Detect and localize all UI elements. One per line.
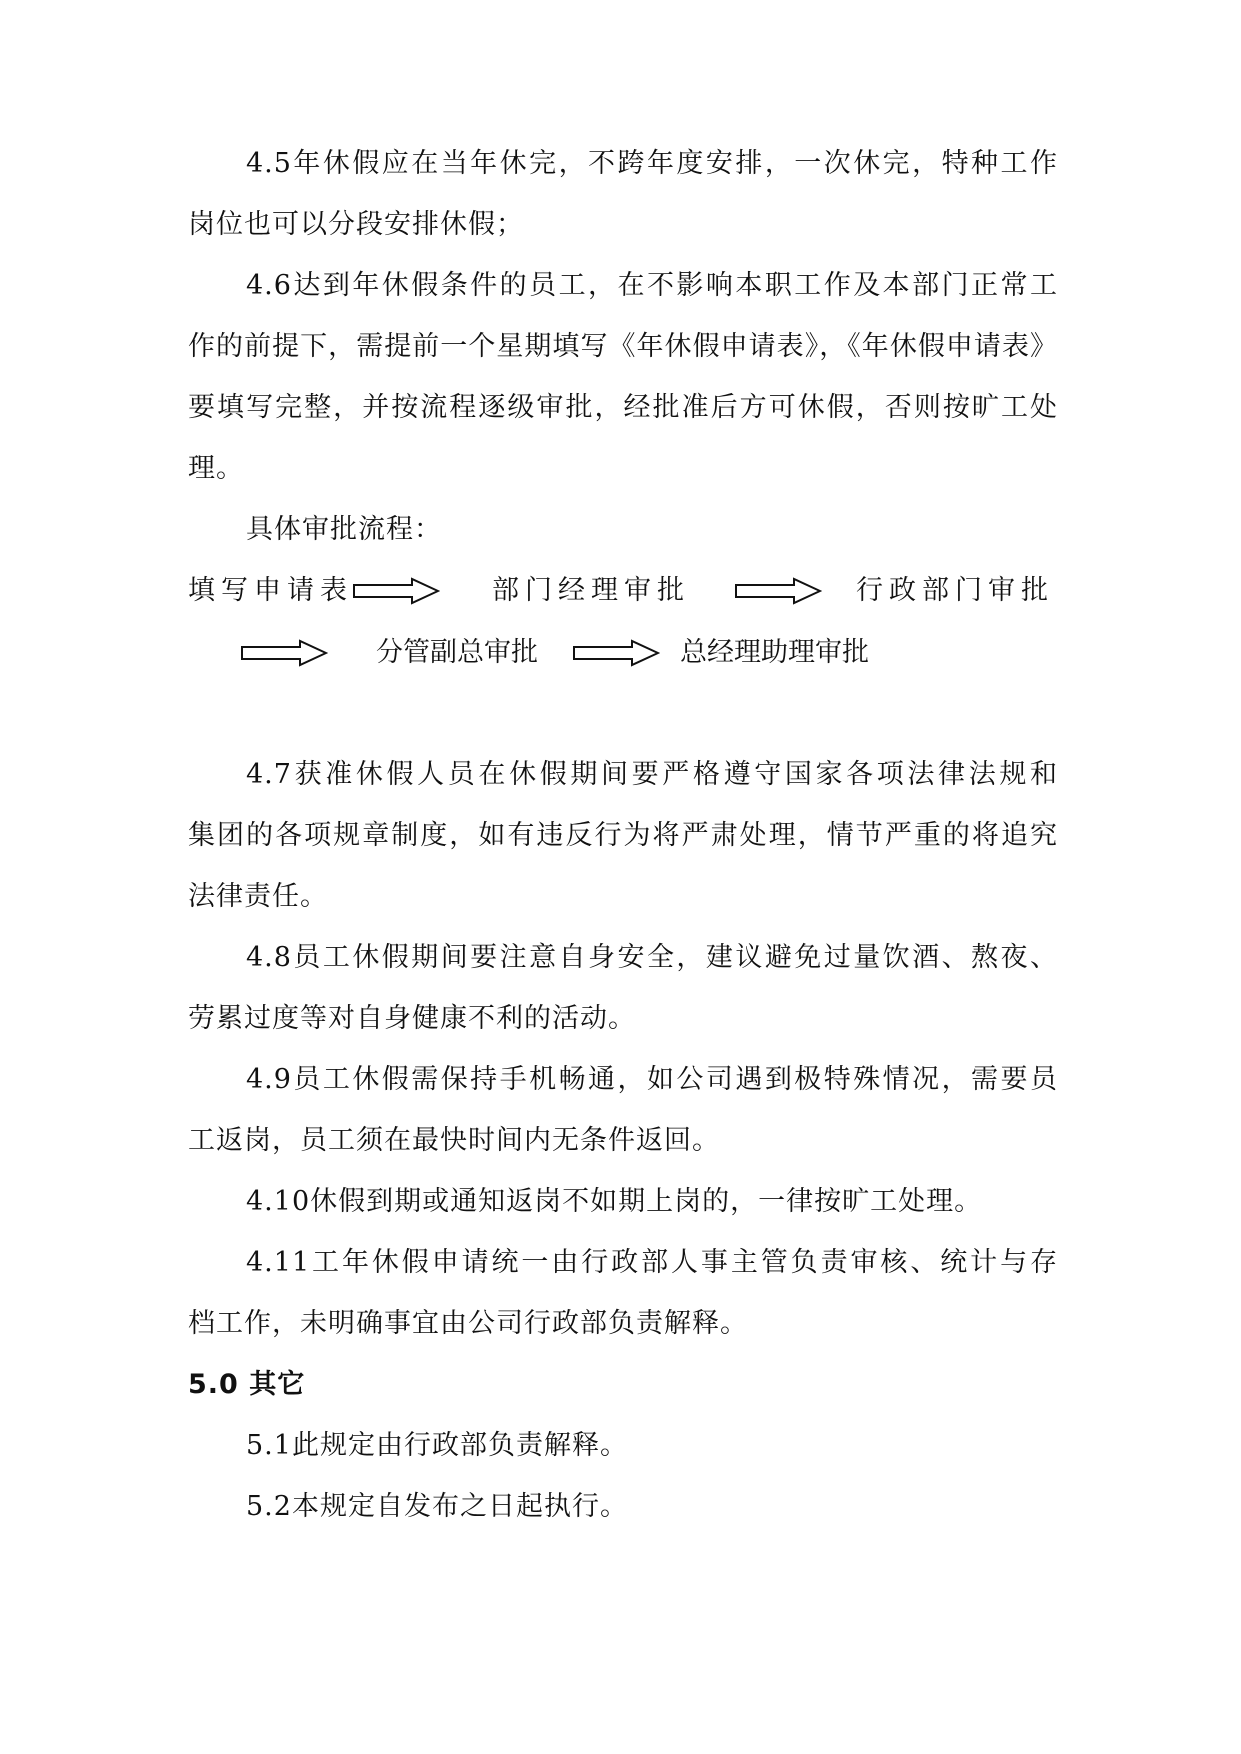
paragraph-5-2: 5.2本规定自发布之日起执行。 (246, 1491, 628, 1522)
paragraph-4-8-line-2: 劳累过度等对自身健康不利的活动。 (188, 1003, 636, 1034)
section-5-heading: 5.0 其它 (188, 1369, 306, 1400)
paragraph-4-9-line-2: 工返岗，员工须在最快时间内无条件返回。 (188, 1125, 720, 1156)
approval-flow-intro: 具体审批流程： (246, 514, 442, 545)
paragraph-4-6-line-1: 4.6达到年休假条件的员工，在不影响本职工作及本部门正常工 (246, 270, 1058, 301)
paragraph-4-6-line-3: 要填写完整，并按流程逐级审批，经批准后方可休假，否则按旷工处 (188, 392, 1058, 423)
flow-arrow-1-icon (352, 577, 440, 605)
paragraph-4-7-line-3: 法律责任。 (188, 881, 328, 912)
paragraph-4-6-line-4: 理。 (188, 453, 244, 484)
flow-step-gm-assistant: 总经理助理审批 (680, 637, 869, 668)
paragraph-4-6-line-2: 作的前提下，需提前一个星期填写《年休假申请表》，《年休假申请表》 (188, 331, 1058, 362)
flow-step-department-manager: 部门经理审批 (492, 575, 690, 606)
paragraph-4-5-line-2: 岗位也可以分段安排休假； (188, 209, 524, 240)
flow-step-deputy-gm: 分管副总审批 (376, 637, 538, 668)
flow-arrow-2-icon (734, 577, 822, 605)
paragraph-4-9-line-1: 4.9员工休假需保持手机畅通，如公司遇到极特殊情况，需要员 (246, 1064, 1058, 1095)
paragraph-4-7-line-2: 集团的各项规章制度，如有违反行为将严肃处理，情节严重的将追究 (188, 820, 1058, 851)
paragraph-4-11-line-2: 档工作，未明确事宜由公司行政部负责解释。 (188, 1308, 748, 1339)
paragraph-4-10: 4.10休假到期或通知返岗不如期上岗的，一律按旷工处理。 (246, 1186, 983, 1217)
flow-arrow-3-icon (240, 639, 328, 667)
paragraph-4-11-line-1: 4.11工年休假申请统一由行政部人事主管负责审核、统计与存 (246, 1247, 1058, 1278)
paragraph-4-8-line-1: 4.8员工休假期间要注意自身安全，建议避免过量饮酒、熬夜、 (246, 942, 1058, 973)
flow-arrow-4-icon (572, 639, 660, 667)
paragraph-4-5-line-1: 4.5年休假应在当年休完，不跨年度安排，一次休完，特种工作 (246, 148, 1058, 179)
flow-step-fill-form: 填写申请表 (188, 575, 353, 606)
flow-step-admin-department: 行政部门审批 (856, 575, 1054, 606)
paragraph-4-7-line-1: 4.7获准休假人员在休假期间要严格遵守国家各项法律法规和 (246, 759, 1058, 790)
paragraph-5-1: 5.1此规定由行政部负责解释。 (246, 1430, 628, 1461)
